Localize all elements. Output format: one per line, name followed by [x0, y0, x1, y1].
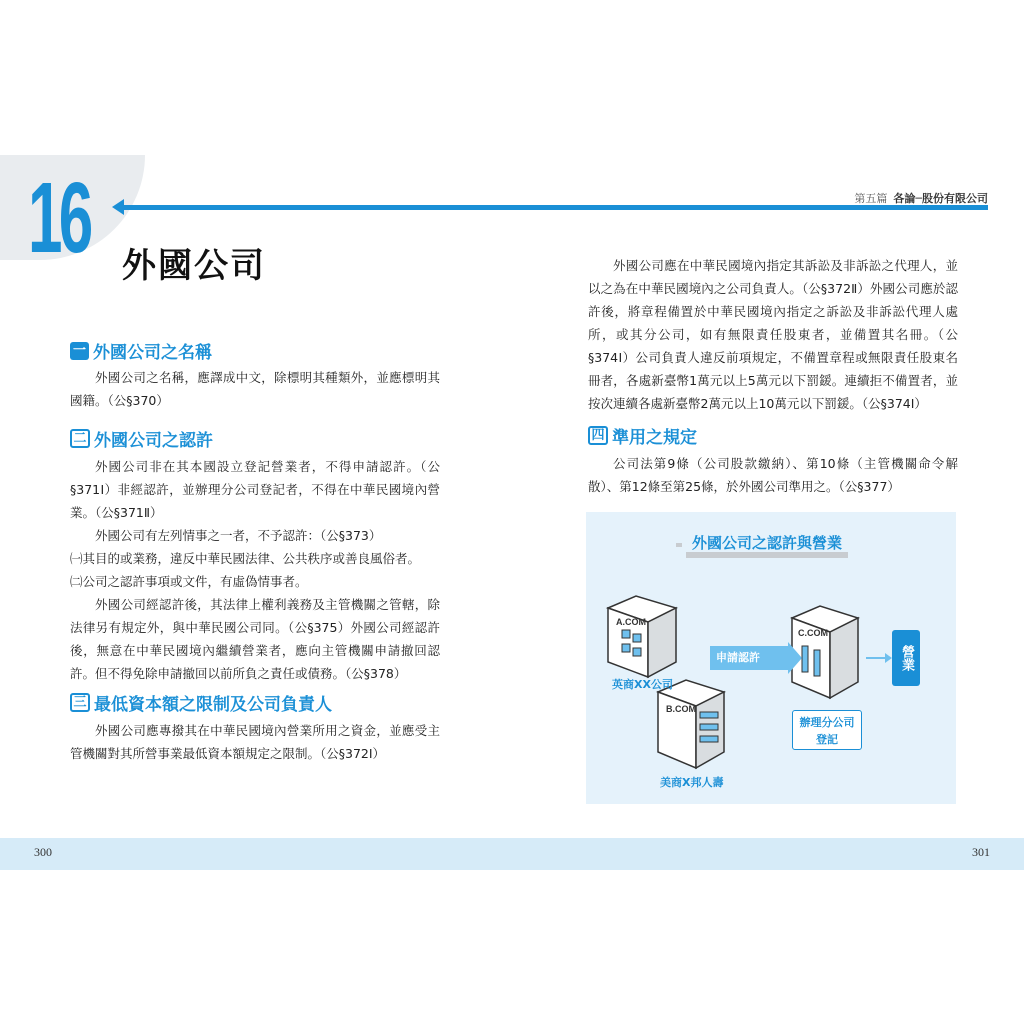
register-label-line-2: 登記 [816, 733, 838, 746]
building-a-icon [608, 596, 676, 677]
section-3-continued [588, 254, 958, 415]
paragraph: 公司法第9條（公司股款繳納）、第10條（主管機關命令解散）、第12條至第25條，於外國公司準用之。（公§377） [588, 456, 958, 494]
section-heading-4 [588, 423, 697, 448]
paragraph: 外國公司有左列情事之一者，不予認許：（公§373） [95, 528, 382, 543]
building-b-sign: B.COM [666, 704, 696, 714]
section-title-1: 外國公司之名稱 [93, 343, 212, 363]
running-head [854, 190, 988, 206]
list-item: ㈡公司之認許事項或文件，有虛偽情事者。 [70, 574, 308, 589]
section-number-3: 三 [70, 693, 90, 712]
section-4-body [588, 452, 958, 498]
building-a-sign: A.COM [616, 617, 646, 627]
operate-arrow [866, 657, 886, 659]
company-a-label: 英商XX公司 [612, 678, 673, 691]
footer-band [0, 838, 1024, 870]
running-head-title: 各論─股份有限公司 [893, 192, 988, 205]
section-2-body [70, 455, 440, 685]
apply-label: 申請認許 [716, 651, 760, 664]
section-title-3: 最低資本額之限制及公司負責人 [94, 695, 332, 715]
section-1-body [70, 366, 440, 412]
section-number-1: 一 [70, 342, 89, 360]
section-title-4: 準用之規定 [612, 428, 697, 448]
page-number-left: 300 [34, 845, 52, 859]
apply-arrow [710, 646, 788, 670]
section-3-body [70, 719, 440, 765]
paragraph: 外國公司應專撥其在中華民國境內營業所用之資金，並應受主管機關對其所營事業最低資本額規定之限制。（公§372Ⅰ） [70, 723, 440, 761]
diagram-panel [586, 512, 956, 804]
operate-box: 營業 [892, 630, 920, 686]
page-number-right: 301 [972, 845, 990, 859]
list-item: ㈠其目的或業務，違反中華民國法律、公共秩序或善良風俗者。 [70, 551, 421, 566]
section-heading-3 [70, 690, 332, 715]
building-b-icon [658, 680, 724, 768]
section-title-2: 外國公司之認許 [94, 431, 213, 451]
paragraph: 外國公司非在其本國設立登記營業者，不得申請認許。（公§371Ⅰ）非經認許，並辦理分公司登記者，不得在中華民國境內營業。（公§371Ⅱ） [70, 459, 440, 520]
diagram-title: 外國公司之認許與營業 [686, 534, 848, 558]
section-number-2: 二 [70, 429, 90, 448]
register-box [792, 710, 862, 750]
company-b-label: 美商X邦人壽 [660, 776, 724, 789]
chapter-number: 16 [28, 162, 90, 274]
section-number-4: 四 [588, 426, 608, 445]
paragraph: 外國公司之名稱，應譯成中文，除標明其種類外，並應標明其國籍。（公§370） [70, 370, 440, 408]
running-head-part: 第五篇 [854, 192, 888, 205]
paragraph: 外國公司應在中華民國境內指定其訴訟及非訴訟之代理人，並以之為在中華民國境內之公司負責人。（公§372Ⅱ）外國公司應於認許後，將章程備置於中華民國境內指定之訴訟及非訴訟代理人處所，或其分公司，如有無限責任股東者，並備置其名冊。（公§374Ⅰ）公司負責人違反前項規定，不備置章程或無限責任股東名冊者，各處新臺幣1萬元以上5萬元以下罰鍰。連續拒不備置者，並按次連續各處新臺幣2萬元以上10萬元以下罰鍰。（公§374Ⅰ） [588, 258, 958, 411]
section-heading-1 [70, 338, 212, 363]
paragraph: 外國公司經認許後，其法律上權利義務及主管機關之管轄，除法律另有規定外，與中華民國公司同。（公§375）外國公司經認許後，無意在中華民國境內繼續營業者，應向主管機關申請撤回認許。但不得免除申請撤回以前所負之責任或債務。（公§378） [70, 597, 440, 681]
register-label-line-1: 辦理分公司 [799, 716, 855, 729]
section-heading-2 [70, 426, 213, 451]
chapter-title: 外國公司 [122, 246, 266, 286]
building-c-sign: C.COM [798, 628, 828, 638]
